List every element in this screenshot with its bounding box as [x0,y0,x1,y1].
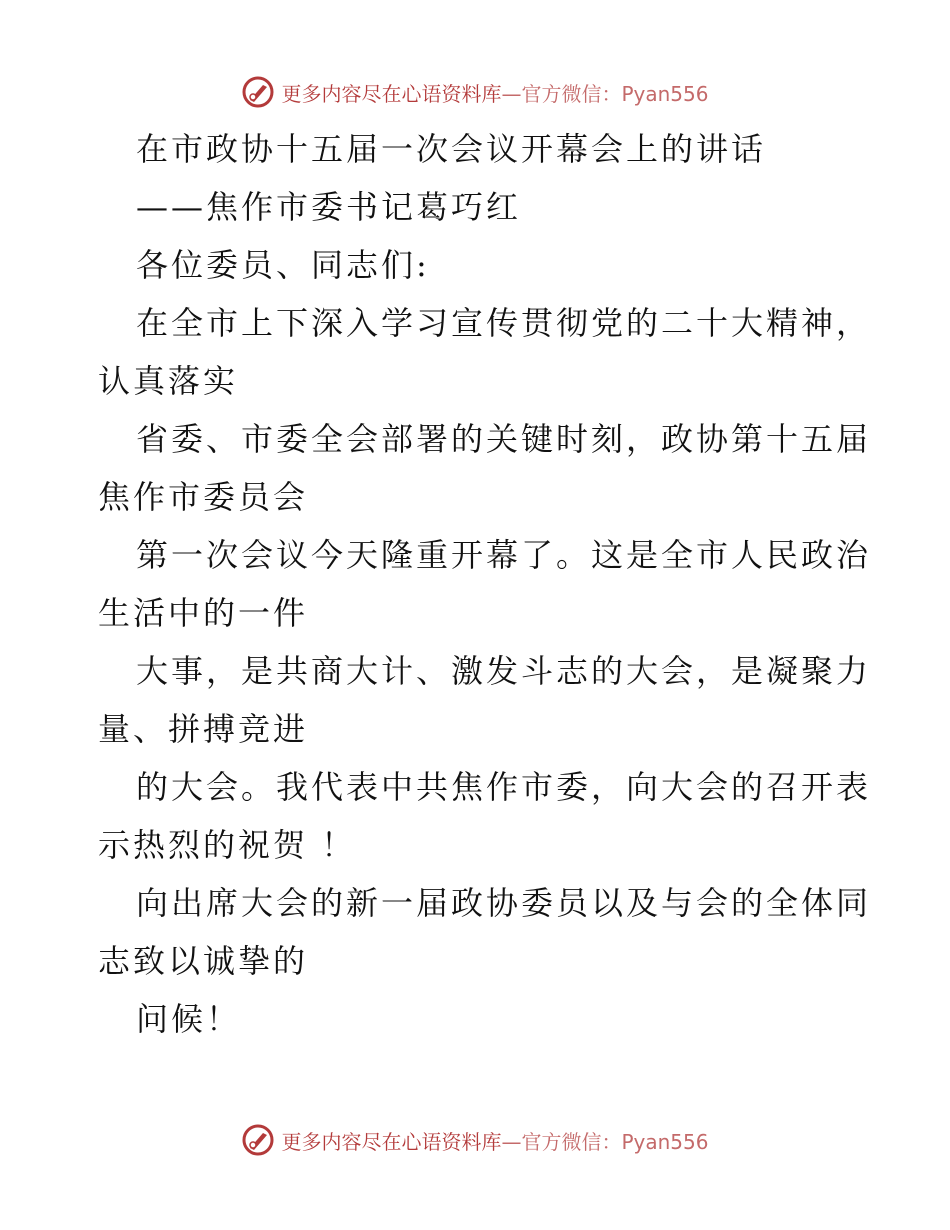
document-author: ——焦作市委书记葛巧红 [136,188,522,226]
watermark-separator: — [501,81,522,106]
paragraph-line: 认真落实 [98,362,239,400]
paragraph-line: 的大会。我代表中共焦作市委，向大会的召开表 [136,768,872,806]
paragraph-line: 在全市上下深入学习宣传贯彻党的二十大精神， [136,304,872,342]
paragraph-line: 向出席大会的新一届政协委员以及与会的全体同 [136,884,872,922]
document-body [98,120,872,1048]
paragraph-line: 问候！ [136,1000,242,1038]
quill-logo-icon [241,1123,275,1157]
watermark-wechat-text: 官方微信：Pyan556 [521,81,709,106]
paragraph-line: 省委、市委全会部署的关键时刻，政协第十五届 [136,420,872,458]
paragraph-line: 量、拼搏竞进 [98,710,309,748]
paragraph-line: 大事，是共商大计、激发斗志的大会，是凝聚力 [136,652,872,690]
paragraph-line: 志致以诚挚的 [98,942,309,980]
header-watermark [0,72,950,112]
paragraph-line: 生活中的一件 [98,594,309,632]
watermark-text [281,1126,708,1155]
quill-logo-icon [241,75,275,109]
watermark-main-text: 更多内容尽在心语资料库 [281,1129,502,1154]
salutation: 各位委员、同志们: [136,246,430,284]
paragraph-line: 示热烈的祝贺 ！ [98,826,357,864]
watermark-text [281,78,708,107]
document-title: 在市政协十五届一次会议开幕会上的讲话 [136,130,767,168]
footer-watermark [0,1120,950,1160]
watermark-main-text: 更多内容尽在心语资料库 [281,81,502,106]
paragraph-line: 焦作市委员会 [98,478,309,516]
watermark-separator: — [501,1129,522,1154]
paragraph-line: 第一次会议今天隆重开幕了。这是全市人民政治 [136,536,872,574]
watermark-wechat-text: 官方微信：Pyan556 [521,1129,709,1154]
